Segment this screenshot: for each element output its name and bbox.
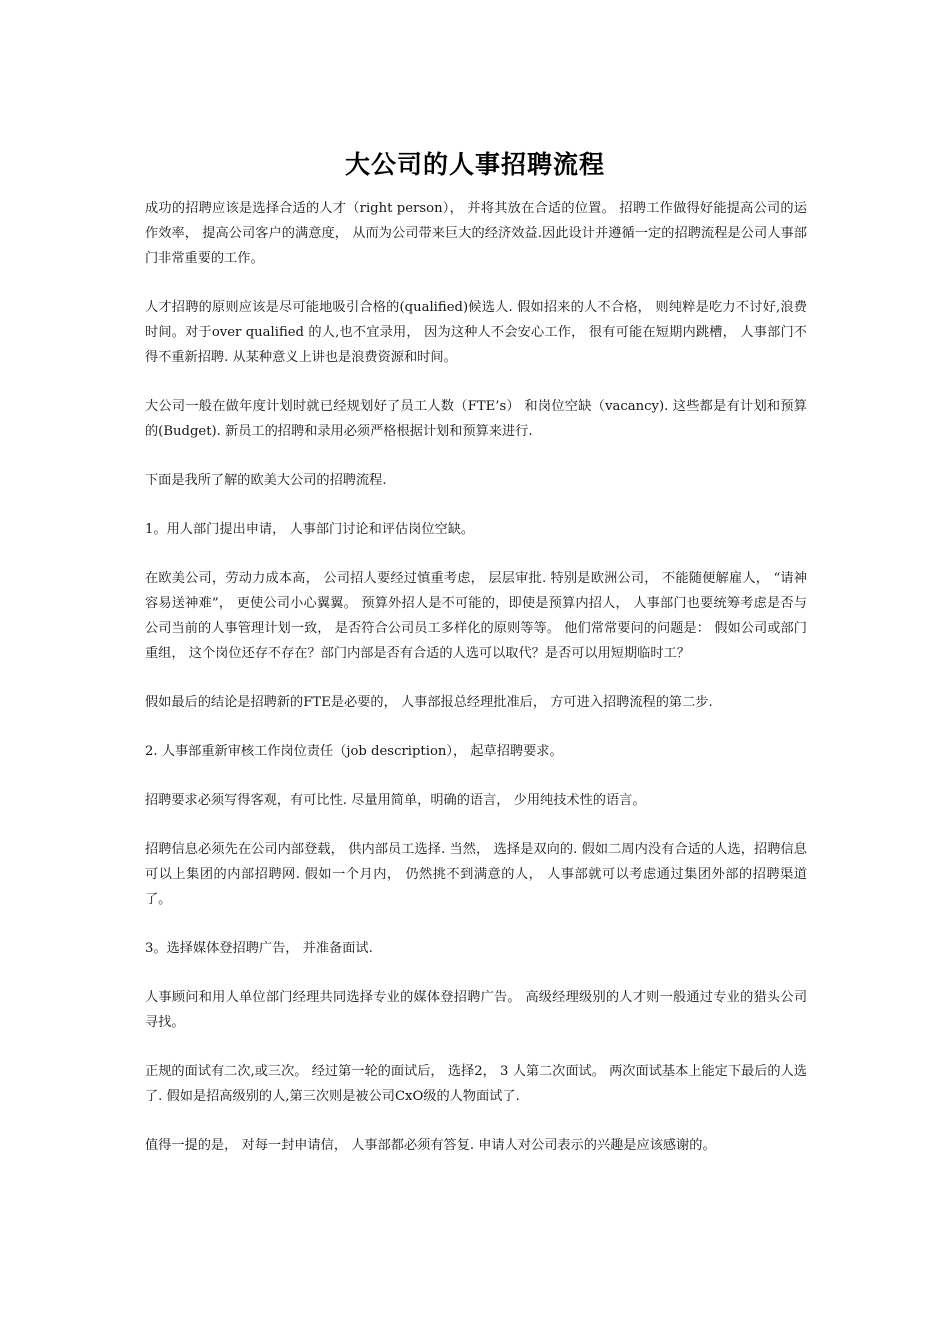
step-3-heading: 3。选择媒体登招聘广告， 并准备面试. xyxy=(145,941,373,956)
paragraph-step-1-conclusion: 假如最后的结论是招聘新的FTE是必要的， 人事部报总经理批准后， 方可进入招聘流程的第二步. xyxy=(145,695,713,710)
paragraph-step-1-detail: 在欧美公司，劳动力成本高， 公司招人要经过慎重考虑， 层层审批. 特别是欧洲公司， 不能随便解雇人， “请神容易送神难”， 更使公司小心翼翼。 预算外招人是不可能的，即使是预算内招人， 人事部门也要统筹考虑是否与公司当前的人事管理计划一致， 是否符合公司员工多样化的原则等等。 他们常常要问的问题是： 假如公司或部门重组， 这个岗位还存不存在？部门内部是否有合适的人选可以取代？是否可以用短期临时工？ xyxy=(145,571,807,661)
paragraph-replies: 值得一提的是， 对每一封申请信， 人事部都必须有答复. 申请人对公司表示的兴趣是应该感谢的。 xyxy=(145,1138,716,1153)
paragraph-requirements: 招聘要求必须写得客观，有可比性. 尽量用简单，明确的语言， 少用纯技术性的语言。 xyxy=(145,793,646,808)
paragraph-process-intro: 下面是我所了解的欧美大公司的招聘流程. xyxy=(145,473,387,488)
paragraph-internal-posting: 招聘信息必须先在公司内部登载， 供内部员工选择. 当然， 选择是双向的. 假如二周内没有合适的人选，招聘信息可以上集团的内部招聘网. 假如一个月内， 仍然挑不到满意的人， 人事部就可以考虑通过集团外部的招聘渠道了。 xyxy=(145,842,807,907)
document-body xyxy=(145,196,807,1182)
step-1-heading: 1。用人部门提出申请， 人事部门讨论和评估岗位空缺。 xyxy=(145,522,475,537)
paragraph-planning: 大公司一般在做年度计划时就已经规划好了员工人数（FTE’s） 和岗位空缺（vacancy). 这些都是有计划和预算的(Budget). 新员工的招聘和录用必须严格根据计划和预算来进行. xyxy=(145,399,807,439)
step-2-heading: 2. 人事部重新审核工作岗位责任（job description）， 起草招聘要求。 xyxy=(145,744,563,759)
paragraph-intro: 成功的招聘应该是选择合适的人才（right person）， 并将其放在合适的位置。 招聘工作做得好能提高公司的运作效率， 提高公司客户的满意度， 从而为公司带来巨大的经济效益.因此设计并遵循一定的招聘流程是公司人事部门非常重要的工作。 xyxy=(145,201,807,266)
paragraph-interviews: 正规的面试有二次,或三次。 经过第一轮的面试后， 选择2， 3 人第二次面试。 两次面试基本上能定下最后的人选了. 假如是招高级别的人,第三次则是被公司CxO级的人物面试了. xyxy=(145,1064,807,1104)
document-title: 大公司的人事招聘流程 xyxy=(344,149,605,179)
paragraph-principle: 人才招聘的原则应该是尽可能地吸引合格的(qualified)候选人. 假如招来的人不合格， 则纯粹是吃力不讨好,浪费时间。对于over qualified 的人,也不宜录用， 因为这种人不会安心工作， 很有可能在短期内跳槽， 人事部门不得不重新招聘. 从某种意义上讲也是浪费资源和时间。 xyxy=(145,300,807,365)
paragraph-media: 人事顾问和用人单位部门经理共同选择专业的媒体登招聘广告。 高级经理级别的人才则一般通过专业的猎头公司寻找。 xyxy=(145,990,807,1030)
